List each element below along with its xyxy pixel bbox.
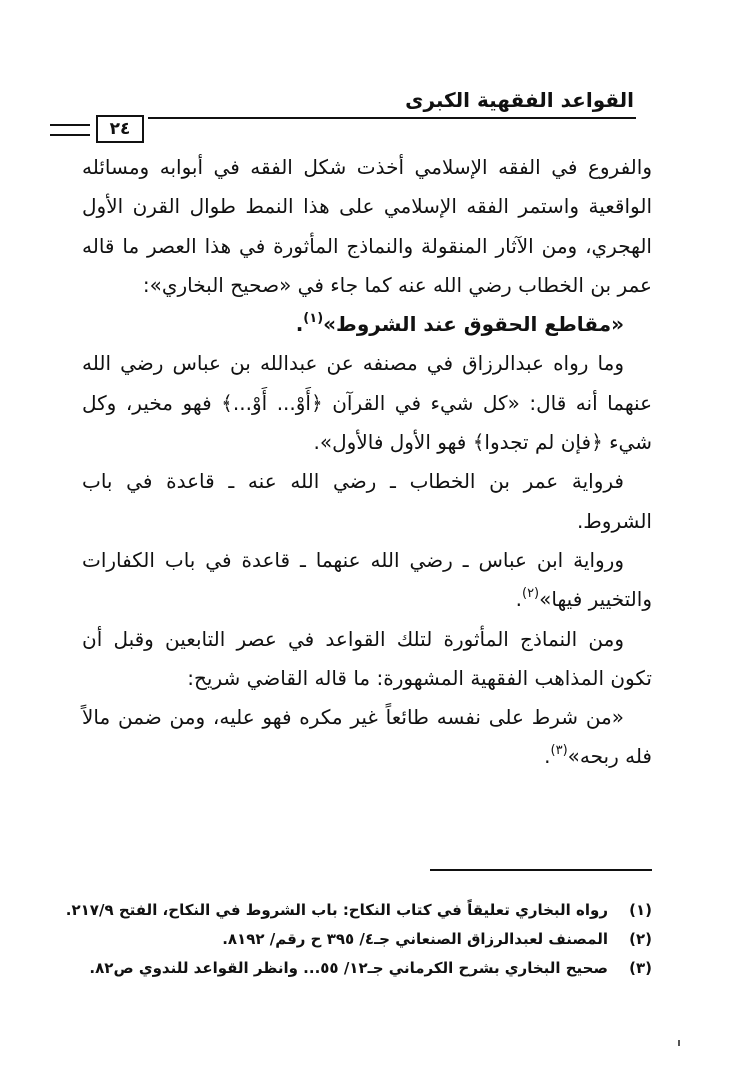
paragraph-4: فرواية عمر بن الخطاب ـ رضي الله عنه ـ قاعدة في باب الشروط. (82, 469, 652, 533)
footnote-1 (52, 896, 652, 925)
quote-shurayh: «من شرط على نفسه طائعاً غير مكره فهو عليه، ومن ضمن مالاً فله ربحه» (82, 705, 652, 769)
paragraph-7 (82, 698, 652, 777)
scan-mark (678, 1040, 680, 1046)
paragraph-6: ومن النماذج المأثورة لتلك القواعد في عصر التابعين وقبل أن تكون المذاهب الفقهية المشهورة: ما قاله القاضي شريح: (82, 626, 652, 690)
paragraph-3: وما رواه عبدالرزاق في مصنفه عن عبدالله بن عباس رضي الله عنهما أنه قال: «كل شيء في القرآن ﴿أَوْ... أَوْ...﴾ فهو مخير، وكل شيء ﴿فإن لم تجدوا﴾ فهو الأول فالأول». (82, 351, 652, 455)
header-double-dash (50, 124, 90, 136)
quote-omar: «مقاطع الحقوق عند الشروط» (323, 312, 624, 337)
footnote-text: رواه البخاري تعليقاً في كتاب النكاح: باب الشروط في النكاح، الفتح ٢١٧/٩. (65, 901, 608, 919)
footnote-3 (52, 954, 652, 983)
footnote-text: صحيح البخاري بشرح الكرماني جـ١٢/ ٥٥... وانظر القواعد للندوي ص٨٢. (89, 959, 608, 977)
paragraph-2-end: . (295, 312, 304, 337)
footnote-ref-3: (٣) (550, 743, 568, 759)
footnote-separator (430, 869, 652, 871)
main-text (82, 148, 652, 777)
footnote-number: (٢) (629, 930, 652, 948)
footnote-text: المصنف لعبدالرزاق الصنعاني جـ٤/ ٣٩٥ ح رقم/ ٨١٩٢. (222, 930, 608, 948)
footnote-2 (52, 925, 652, 954)
paragraph-5-end: . (515, 587, 522, 612)
paragraph-2 (82, 305, 652, 344)
footnote-ref-1: (١) (303, 311, 324, 327)
header-rule (148, 117, 636, 119)
page-number: ٢٤ (96, 115, 144, 143)
paragraph-1: والفروع في الفقه الإسلامي أخذت شكل الفقه في أبوابه ومسائله الواقعية واستمر الفقه الإسلامي على هذا النمط طوال القرن الأول الهجري، ومن الآثار المنقولة والنماذج المأثورة في هذا العصر ما قاله عمر بن الخطاب رضي الله عنه كما جاء في «صحيح البخاري»: (82, 155, 652, 297)
paragraph-5 (82, 541, 652, 620)
paragraph-5-text: ورواية ابن عباس ـ رضي الله عنهما ـ قاعدة في باب الكفارات والتخيير فيها» (82, 547, 652, 612)
running-title: القواعد الفقهية الكبرى (405, 88, 634, 112)
footnote-number: (٣) (629, 959, 652, 977)
footnote-number: (١) (629, 901, 652, 919)
paragraph-7-end: . (544, 744, 551, 769)
footnotes (52, 896, 652, 983)
footnote-ref-2: (٢) (521, 586, 540, 602)
